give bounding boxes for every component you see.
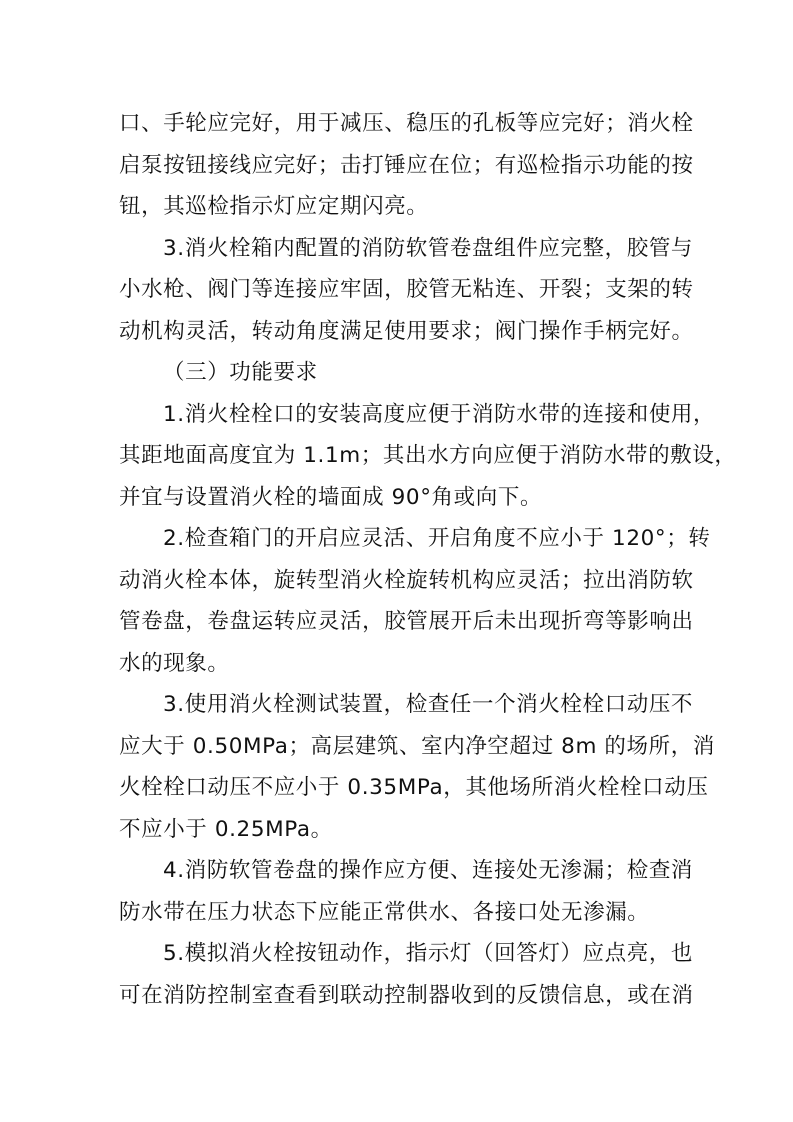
body-text-line: 动机构灵活，转动角度满足使用要求；阀门操作手柄完好。 — [119, 318, 694, 344]
document-page — [119, 103, 737, 1016]
body-text-line: 应大于 0.50MPa；高层建筑、室内净空超过 8m 的场所，消 — [119, 733, 715, 759]
section-heading: （三）功能要求 — [163, 360, 318, 385]
body-text-line: 启泵按钮接线应完好；击打锤应在位；有巡检指示功能的按 — [119, 152, 694, 178]
body-text-line: 口、手轮应完好，用于减压、稳压的孔板等应完好；消火栓 — [119, 111, 694, 136]
paragraph-start-line: 3.使用消火栓测试装置，检查任一个消火栓栓口动压不 — [163, 692, 694, 717]
body-text-line: 火栓栓口动压不应小于 0.35MPa，其他场所消火栓栓口动压 — [119, 775, 709, 800]
body-text-line: 其距地面高度宜为 1.1m；其出水方向应便于消防水带的敷设， — [119, 443, 737, 468]
body-text-line: 防水带在压力状态下应能正常供水、各接口处无渗漏。 — [119, 899, 650, 925]
body-text-line: 钮，其巡检指示灯应定期闪亮。 — [119, 194, 429, 219]
body-text-line: 管卷盘，卷盘运转应灵活，胶管展开后未出现折弯等影响出 — [119, 609, 694, 634]
paragraph-start-line: 4.消防软管卷盘的操作应方便、连接处无渗漏；检查消 — [163, 858, 694, 883]
paragraph-start-line: 5.模拟消火栓按钮动作，指示灯（回答灯）应点亮，也 — [163, 941, 694, 966]
body-text-line: 不应小于 0.25MPa。 — [119, 816, 333, 842]
paragraph-start-line: 3.消火栓箱内配置的消防软管卷盘组件应完整，胶管与 — [163, 235, 694, 261]
body-text-line: 并宜与设置消火栓的墙面成 90°角或向下。 — [119, 484, 543, 510]
body-text-line: 可在消防控制室查看到联动控制器收到的反馈信息，或在消 — [119, 982, 694, 1008]
paragraph-start-line: 2.检查箱门的开启应灵活、开启角度不应小于 120°；转 — [163, 526, 711, 551]
paragraph-start-line: 1.消火栓栓口的安装高度应便于消防水带的连接和使用， — [163, 401, 716, 427]
body-text-line: 动消火栓本体，旋转型消火栓旋转机构应灵活；拉出消防软 — [119, 567, 694, 593]
body-text-line: 小水枪、阀门等连接应牢固，胶管无粘连、开裂；支架的转 — [119, 277, 694, 302]
body-text-line: 水的现象。 — [119, 650, 230, 676]
